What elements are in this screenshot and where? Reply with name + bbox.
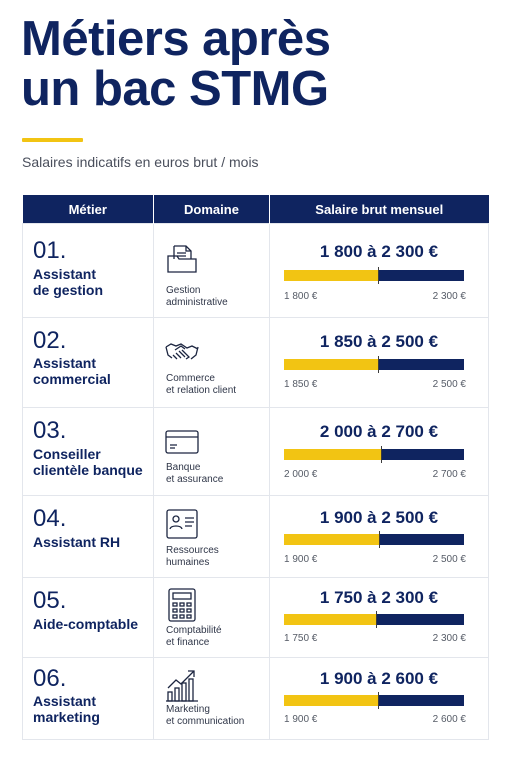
column-header-domain: Domaine (154, 195, 270, 224)
table-row (23, 578, 489, 658)
salary-max-label: 2 300 € (432, 291, 466, 302)
domain-label: Ressources humaines (166, 545, 219, 568)
job-cell (23, 658, 154, 740)
salary-bar (284, 534, 464, 545)
salary-min-label: 1 850 € (284, 379, 318, 390)
domain-label: Comptabilité et finance (166, 625, 222, 648)
domain-cell (154, 224, 270, 318)
salary-bar (284, 359, 464, 370)
job-title: Assistant RH (33, 534, 121, 550)
domain-cell (154, 496, 270, 578)
salary-max-label: 2 500 € (432, 379, 466, 390)
salary-bar-fill (284, 449, 381, 460)
domain-label: Gestion administrative (166, 285, 228, 308)
row-number: 01. (33, 237, 67, 264)
salary-max-label: 2 300 € (432, 633, 466, 644)
salary-max-label: 2 600 € (432, 714, 466, 725)
salary-min-label: 1 900 € (284, 554, 318, 565)
table-row (23, 408, 489, 496)
domain-cell (154, 408, 270, 496)
column-header-salary: Salaire brut mensuel (270, 195, 489, 224)
title-accent-bar (22, 138, 83, 142)
job-cell (23, 224, 154, 318)
salary-range: 2 000 à 2 700 € (319, 422, 439, 441)
job-title: Assistant commercial (33, 355, 111, 387)
salary-range: 1 850 à 2 500 € (319, 332, 439, 351)
title-line-1: Métiers après (21, 12, 331, 66)
salary-bar-fill (284, 614, 376, 625)
table-row (23, 658, 489, 740)
job-title: Conseiller clientèle banque (33, 446, 143, 478)
salary-cell (270, 578, 489, 658)
job-cell (23, 496, 154, 578)
domain-label: Banque et assurance (166, 462, 224, 485)
salary-min-label: 1 750 € (284, 633, 318, 644)
row-number: 05. (33, 587, 67, 614)
salary-max-label: 2 700 € (432, 469, 466, 480)
job-title: Aide-comptable (33, 616, 139, 632)
salary-cell (270, 408, 489, 496)
growth-chart-icon (165, 668, 199, 702)
salary-min-label: 1 900 € (284, 714, 318, 725)
salary-min-label: 1 800 € (284, 291, 318, 302)
salary-bar-marker (378, 692, 379, 709)
job-cell (23, 408, 154, 496)
salary-max-label: 2 500 € (432, 554, 466, 565)
salary-bar (284, 449, 464, 460)
domain-cell (154, 658, 270, 740)
folder-document-icon (165, 242, 199, 276)
row-number: 04. (33, 505, 67, 532)
domain-label: Marketing et communication (166, 704, 245, 727)
row-number: 03. (33, 417, 67, 444)
calculator-icon (165, 588, 199, 622)
salary-bar-marker (376, 611, 377, 628)
salary-bar-fill (284, 534, 379, 545)
id-badge-icon (165, 507, 199, 541)
subtitle: Salaires indicatifs en euros brut / mois (22, 154, 259, 170)
credit-card-icon (165, 425, 199, 459)
domain-label: Commerce et relation client (166, 373, 237, 396)
domain-cell (154, 318, 270, 408)
salary-bar (284, 695, 464, 706)
salary-bar (284, 270, 464, 281)
salary-bar-fill (284, 359, 378, 370)
salary-range: 1 800 à 2 300 € (319, 242, 439, 261)
job-title: Assistant de gestion (33, 266, 104, 298)
salary-bar-marker (378, 356, 379, 373)
table-row (23, 496, 489, 578)
salary-min-label: 2 000 € (284, 469, 318, 480)
salary-bar-marker (381, 446, 382, 463)
job-cell (23, 578, 154, 658)
salary-range: 1 900 à 2 600 € (319, 669, 439, 688)
salary-bar-fill (284, 695, 378, 706)
table-row (23, 224, 489, 318)
salary-cell (270, 224, 489, 318)
salary-bar-marker (378, 267, 379, 284)
handshake-icon (165, 335, 199, 369)
row-number: 06. (33, 665, 67, 692)
row-number: 02. (33, 327, 67, 354)
salary-range: 1 900 à 2 500 € (319, 508, 439, 527)
salary-range: 1 750 à 2 300 € (319, 588, 439, 607)
salary-cell (270, 496, 489, 578)
page-title (21, 14, 330, 114)
table-header-row (23, 195, 489, 224)
salary-bar (284, 614, 464, 625)
salary-table (22, 195, 489, 740)
domain-cell (154, 578, 270, 658)
job-cell (23, 318, 154, 408)
table-row (23, 318, 489, 408)
salary-cell (270, 658, 489, 740)
salary-bar-fill (284, 270, 378, 281)
title-line-2: un bac STMG (21, 62, 329, 116)
salary-bar-marker (379, 531, 380, 548)
column-header-job: Métier (23, 195, 154, 224)
salary-cell (270, 318, 489, 408)
job-title: Assistant marketing (33, 693, 100, 725)
